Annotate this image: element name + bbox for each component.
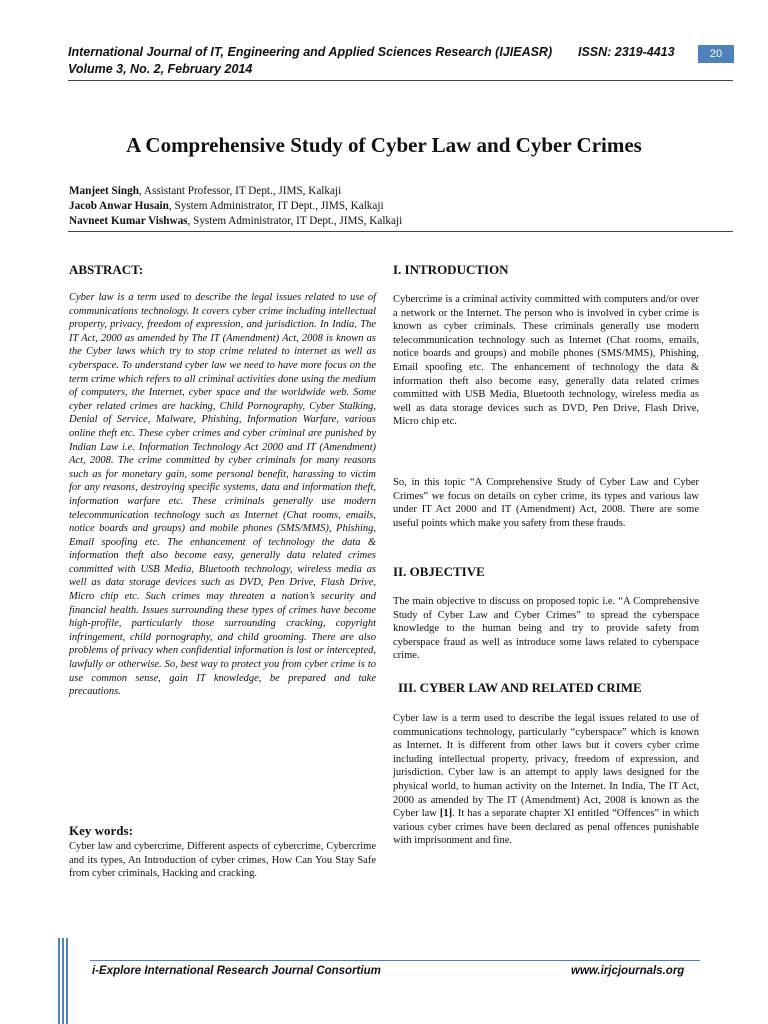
introduction-paragraph-2: So, in this topic “A Comprehensive Study of Cyber Law and Cyber Crimes” we focus on details on cyber crime, its types and various law under IT Act 2000 and IT (Amendment) Act, 2008. There are some useful points which make you safety from these frauds. <box>393 477 699 529</box>
author-line <box>69 214 402 229</box>
author-affiliation: , Assistant Professor, IT Dept., JIMS, Kalkaji <box>138 185 342 197</box>
cyber-law-text: Cyber law is a term used to describe the legal issues related to use of communications technology, particularly “cyberspace” which is known as Internet. It is different from other laws but it covers cyber crime including intellectual property, privacy, freedom of expression, and jurisdiction. Cyber law is an attempt to apply laws designed for the physical world, to human activity on the Internet. In India, The IT Act, 2000 as amended by The IT (Amendment) Act, 2008 is known as the Cyber law <box>393 713 699 820</box>
issn: ISSN: 2319-4413 <box>578 45 675 59</box>
journal-header <box>68 44 688 78</box>
volume-line: Volume 3, No. 2, February 2014 <box>68 62 253 76</box>
author-affiliation: , System Administrator, IT Dept., JIMS, Kalkaji <box>168 200 384 212</box>
author-name: Jacob Anwar Husain <box>69 200 169 212</box>
page-number-badge: 20 <box>698 45 734 63</box>
cyber-law-heading: III. CYBER LAW AND RELATED CRIME <box>398 680 642 695</box>
cyber-law-text-cont: . It has a separate chapter XI entitled “Offences” in which various cyber crimes have been declared as penal offences punishable with imprisonment and fine. <box>393 808 700 847</box>
abstract-text: Cyber law is a term used to describe the legal issues related to use of communications technology. It covers cyber crime including intellectual property, privacy, freedom of expression, and jurisdiction. In India, The IT Act, 2000 as amended by The IT (Amendment) Act, 2008 is known as the Cyber laws which try to stop crime related to internet as well as cyberspace. To understand cyber law we need to have more focus on the term crime which refers to all criminal activities done using the medium of computers, the Internet, cyber space and the worldwide web. Some cyber related crimes are hacking, Child Pornography, Cyber Stalking, Denial of Service, Malware, Phishing, Information Warfare, various online theft etc. These cyber crimes and cyber criminal are punished by Indian Law i.e. Information Technology Act 2000 and IT (Amendment) Act, 2008. The crime committed by cyber criminals for many reasons such as for monetary gain, some personal benefit, harassing to victim for any reasons, destroying specific systems, data and information theft, information warfare etc. These criminals generally use modern telecommunication technology such as Internet (Chat rooms, emails, notice boards and groups) and mobile phones (SMS/MMS), Phishing, Email spoofing etc. The enhancement of technology the data & information theft also become easy, generally data related crimes committed with USB Media, Bluetooth technology, wireless media as well as data storage devices such as DVD, Pen Drive, Flash Drive, Micro chip etc. Such crimes may threaten a nation’s security and financial health. Issues surrounding these types of crimes have become high-profile, particularly those surrounding cracking, copyright infringement, child pornography, and child grooming. There are also problems of privacy when confidential information is lost or intercepted, lawfully or otherwise. So, best way to protect you from cyber crime is to use common sense, gain IT knowledge, be prepared and take precautions. <box>69 292 376 698</box>
author-affiliation: , System Administrator, IT Dept., JIMS, Kalkaji <box>187 215 403 227</box>
introduction-heading: I. INTRODUCTION <box>393 262 509 277</box>
introduction-paragraph-1: Cybercrime is a criminal activity committed with computers and/or over a network or the Internet. The person who is involved in cyber crime is known as cyber criminals. These criminals generally use modern telecommunication technology such as Internet (Chat rooms, emails, notice boards and groups) and mobile phones (SMS/MMS), Phishing, Email spoofing etc. The enhancement of technology the data & information theft also become easy, generally data related crimes committed with USB Media, Bluetooth technology, wireless media as well as data storage devices such as DVD, Pen Drive, Flash Drive, Micro chip etc. <box>393 294 699 428</box>
footer-decoration <box>58 938 70 1024</box>
citation-ref: [1] <box>439 808 453 820</box>
author-line <box>69 199 402 214</box>
author-name: Manjeet Singh <box>69 185 139 197</box>
authors-rule <box>68 231 733 232</box>
cyber-law-paragraph <box>393 712 699 848</box>
author-line <box>69 184 402 199</box>
footer-consortium: i-Explore International Research Journal Consortium <box>92 965 381 977</box>
footer-rule <box>90 960 700 961</box>
keywords-heading: Key words: <box>69 823 133 838</box>
author-name: Navneet Kumar Vishwas <box>69 215 188 227</box>
objective-heading: II. OBJECTIVE <box>393 564 485 579</box>
author-list <box>69 184 402 229</box>
abstract-heading: ABSTRACT: <box>69 262 144 277</box>
footer-website-link[interactable]: www.irjcjournals.org <box>571 965 685 977</box>
paper-title: A Comprehensive Study of Cyber Law and Cyber Crimes <box>126 133 642 157</box>
journal-name: International Journal of IT, Engineering and Applied Sciences Research (IJIEASR) <box>68 45 553 59</box>
objective-paragraph: The main objective to discuss on proposed topic i.e. “A Comprehensive Study of Cyber Law and Cyber Crimes” to spread the cyberspace knowledge to the human being and try to provide safety from cyberspace fraud as well as introduce some laws related to cyberspace crime. <box>393 596 699 662</box>
keywords-text: Cyber law and cybercrime, Different aspects of cybercrime, Cybercrime and its types, An Introduction of cyber crimes, How Can You Stay Safe from cyber criminals, Hacking and cracking. <box>69 841 376 880</box>
header-rule <box>68 80 733 81</box>
